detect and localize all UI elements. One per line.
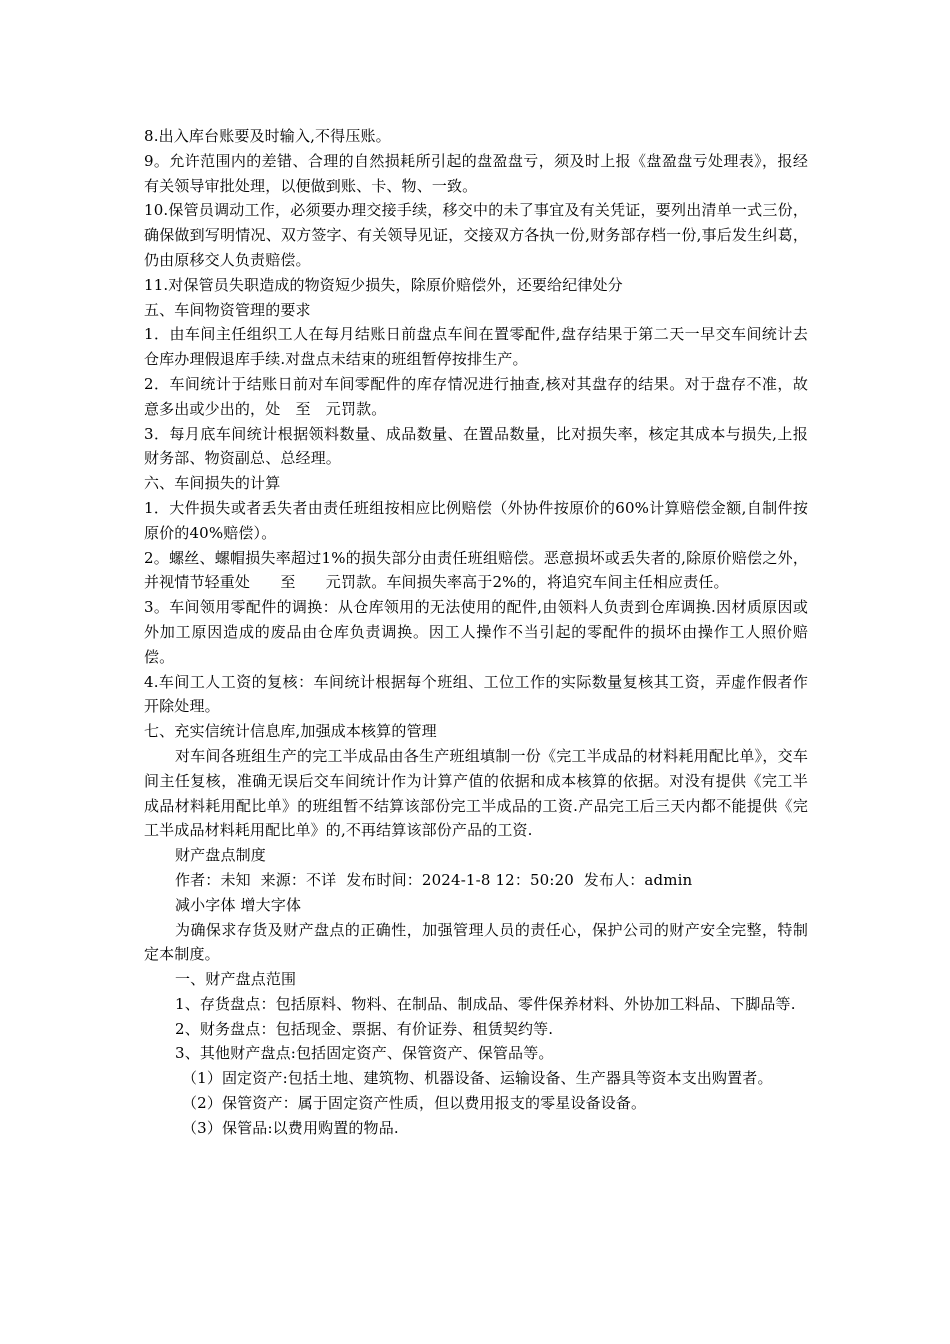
paragraph-purpose: 为确保求存货及财产盘点的正确性，加强管理人员的责任心，保护公司的财产安全完整，特制定本制度。 <box>144 920 808 964</box>
paragraph-screw-loss: 2。螺丝、螺帽损失率超过1%的损失部分由责任班组赔偿。恶意损坏或丢失者的,除原价赔偿之外，并视情节轻重处 至 元罚款。车间损失率高于2%的，将追究车间主任相应责任。 <box>144 548 808 592</box>
paragraph-workshop-loss-report: 3．每月底车间统计根据领料数量、成品数量、在置品数量，比对损失率，核定其成本与损失,上报财务部、物资副总、总经理。 <box>144 424 808 468</box>
paragraph-wage-review: 4.车间工人工资的复核：车间统计根据每个班组、工位工作的实际数量复核其工资，弄虚作假者作开除处理。 <box>144 672 808 716</box>
paragraph-fixed-assets: （1）固定资产:包括土地、建筑物、机器设备、运输设备、生产器具等资本支出购置者。 <box>182 1069 773 1088</box>
paragraph-large-part-loss: 1．大件损失或者丢失者由责任班组按相应比例赔偿（外协件按原价的60%计算赔偿金额,自制件按原价的40%赔偿）。 <box>144 498 808 542</box>
article-meta: 作者：未知 来源：不详 发布时间：2024-1-8 12：50:20 发布人：admin <box>175 870 693 889</box>
paragraph-workshop-spot-check: 2．车间统计于结账日前对车间零配件的库存情况进行抽查,核对其盘存的结果。对于盘存不准，故意多出或少出的，处 至 元罚款。 <box>144 374 808 418</box>
paragraph-inventory-ledger: 8.出入库台账要及时输入,不得压账。 <box>144 127 391 145</box>
paragraph-financial-count: 2、财务盘点：包括现金、票据、有价证券、租赁契约等. <box>175 1019 554 1038</box>
paragraph-custodian-handover: 10.保管员调动工作，必须要办理交接手续，移交中的未了事宜及有关凭证，要列出清单一式三份，确保做到写明情况、双方签字、有关领导见证，交接双方各执一份,财务部存档一份,事后发生纠葛，仍由原移交人负责赔偿。 <box>144 201 808 269</box>
paragraph-surplus-deficit: 9。允许范围内的差错、合理的自然损耗所引起的盘盈盘亏，须及时上报《盘盈盘亏处理表》，报经有关领导审批处理，以便做到账、卡、物、一致。 <box>144 151 808 195</box>
paragraph-part-exchange: 3。车间领用零配件的调换：从仓库领用的无法使用的配件,由领料人负责到仓库调换.因材质原因或外加工原因造成的废品由仓库负责调换。因工人操作不当引起的零配件的损坏由操作工人照价赔偿。 <box>144 598 808 666</box>
section-heading-workshop-materials: 五、车间物资管理的要求 <box>144 300 311 319</box>
paragraph-other-assets-count: 3、其他财产盘点:包括固定资产、保管资产、保管品等。 <box>175 1044 554 1063</box>
paragraph-workshop-stocktake: 1．由车间主任组织工人在每月结账日前盘点车间在置零配件,盘存结果于第二天一早交车间统计去仓库办理假退库手续.对盘点未结束的班组暂停按排生产。 <box>144 325 808 369</box>
paragraph-inventory-count: 1、存货盘点：包括原料、物料、在制品、制成品、零件保养材料、外协加工料品、下脚品等. <box>175 994 796 1013</box>
document-body <box>144 124 808 1141</box>
section-heading-statistics-cost: 七、充实信统计信息库,加强成本核算的管理 <box>144 722 437 741</box>
font-size-controls: 减小字体 增大字体 <box>175 895 302 914</box>
paragraph-custodian-penalty: 11.对保管员失职造成的物资短少损失，除原价赔偿外，还要给纪律处分 <box>144 275 623 294</box>
paragraph-custody-items: （3）保管品:以费用购置的物品. <box>182 1118 399 1137</box>
paragraph-semi-finished-ratio: 对车间各班组生产的完工半成品由各生产班组填制一份《完工半成品的材料耗用配比单》，交车间主任复核，准确无误后交车间统计作为计算产值的依据和成本核算的依据。对没有提供《完工半成品材料耗用配比单》的班组暂不结算该部份完工半成品的工资.产品完工后三天内都不能提供《完工半成品材料耗用配比单》的,不再结算该部份产品的工资. <box>144 746 808 840</box>
paragraph-custody-assets: （2）保管资产：属于固定资产性质，但以费用报支的零星设备设备。 <box>182 1094 647 1113</box>
article-title: 财产盘点制度 <box>175 846 266 865</box>
section-heading-stocktake-scope: 一、财产盘点范围 <box>175 970 297 989</box>
section-heading-workshop-loss: 六、车间损失的计算 <box>144 474 281 493</box>
